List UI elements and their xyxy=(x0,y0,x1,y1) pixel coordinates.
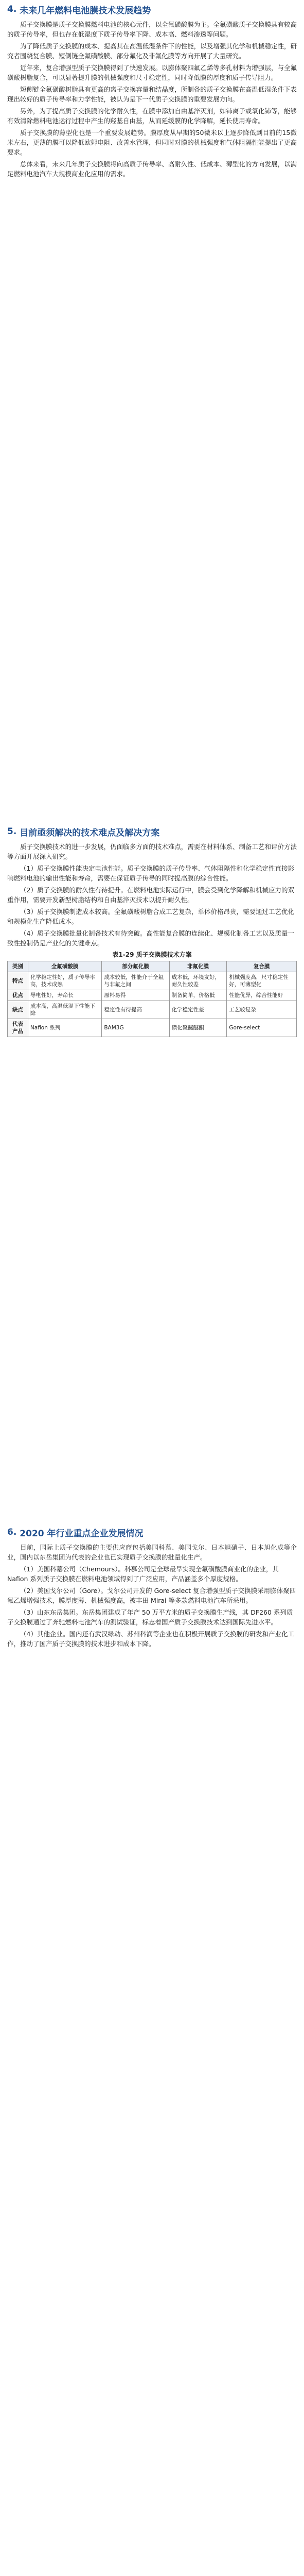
list-item: （2）质子交换膜的耐久性有待提升。在燃料电池实际运行中，膜会受到化学降解和机械应力的双重作用，需要开发新型树脂结构和自由基淬灭技术以提升耐久性。 xyxy=(7,886,294,904)
table-row xyxy=(8,990,297,1001)
list-item: （3）质子交换膜制造成本较高。全氟磺酸树脂合成工艺复杂，单体价格昂贵，需要通过工艺优化和规模化生产降低成本。 xyxy=(7,908,294,925)
table-cell: 化学稳定性好，质子传导率高，技术成熟 xyxy=(28,972,101,990)
paragraph: 为了降低质子交换膜的成本、提高其在高温低湿条件下的性能，以及增强其化学和机械稳定性，研究者围绕复合膜、短侧链全氟磺酸膜、部分氟化及非氟化膜等方向开展了大量研究。 xyxy=(7,42,297,60)
table-cell: 缺点 xyxy=(8,1001,28,1019)
table-cell: 特点 xyxy=(8,972,28,990)
section-4-title: 未来几年燃料电池膜技术发展趋势 xyxy=(20,5,151,16)
tech-table xyxy=(7,961,297,1037)
section-5-number: 5. xyxy=(7,826,17,837)
section-6-number: 6. xyxy=(7,1527,17,1537)
paragraph: 另外，为了提高质子交换膜的化学耐久性，在膜中添加自由基淬灭剂，如铈离子或氧化铈等，能够有效清除燃料电池运行过程中产生的羟基自由基，从而延缓膜的化学降解，延长使用寿命。 xyxy=(7,107,297,125)
table-cell: 成本高，高温低湿下性能下降 xyxy=(28,1001,101,1019)
table-header-cell: 类别 xyxy=(8,961,28,972)
table-header-cell: 非氟化膜 xyxy=(169,961,227,972)
list-item: （4）其他企业。国内还有武汉绿动、苏州科润等企业也在积极开展质子交换膜的研发和产业化工作，推动了国产质子交换膜的技术进步和成本下降。 xyxy=(7,1630,294,1648)
paragraph: 总体来看，未来几年质子交换膜将向高质子传导率、高耐久性、低成本、薄型化的方向发展，以满足燃料电池汽车大规模商业化应用的需求。 xyxy=(7,160,297,178)
section-4-heading xyxy=(7,2,297,16)
paragraph: 质子交换膜技术的进一步发展，仍面临多方面的技术难点，需要在材料体系、制备工艺和评价方法等方面开展深入研究。 xyxy=(7,843,297,860)
section-5-title: 目前亟须解决的技术难点及解决方案 xyxy=(20,827,160,838)
table-header-cell: 部分氟化膜 xyxy=(102,961,169,972)
table-cell: 导电性好，寿命长 xyxy=(28,990,101,1001)
paragraph: 目前，国际上质子交换膜的主要供应商包括美国科慕、美国戈尔、日本旭硝子、日本旭化成等企业，国内以东岳集团为代表的企业也已实现质子交换膜的批量化生产。 xyxy=(7,1544,297,1561)
table-cell: 原料易得 xyxy=(102,990,169,1001)
table-header-cell: 复合膜 xyxy=(227,961,297,972)
list-item: （1）美国科慕公司（Chemours）。科慕公司是全球最早实现全氟磺酸膜商业化的企业，其 Nafion 系列质子交换膜在燃料电池领域得到了广泛应用，产品涵盖多个厚度规格。 xyxy=(7,1565,279,1583)
paragraph: 质子交换膜的薄型化也是一个重要发展趋势。膜厚度从早期的50微米以上逐步降低到目前的15微米左右，更薄的膜可以降低欧姆电阻、改善水管理，但同时对膜的机械强度和气体阻隔性能提出了更高要求。 xyxy=(7,129,297,156)
section-6 xyxy=(7,1525,297,2287)
section-6-heading xyxy=(7,1525,297,1539)
table-cell: 化学稳定性差 xyxy=(169,1001,227,1019)
table-cell: Gore-select xyxy=(227,1019,297,1037)
list-item: （4）质子交换膜批量化制备技术有待突破。高性能复合膜的连续化、规模化制备工艺以及质量一致性控制仍是产业化的关键难点。 xyxy=(7,929,294,947)
list-item: （2）美国戈尔公司（Gore）。戈尔公司开发的 Gore-select 复合增强型质子交换膜采用膨体聚四氟乙烯增强技术，膜厚度薄、机械强度高，被丰田 Mirai 等多款燃料电池汽车所采用。 xyxy=(7,1587,296,1604)
section-5 xyxy=(7,824,297,1432)
table-cell: 成本低，环境友好，耐久性较差 xyxy=(169,972,227,990)
table-row xyxy=(8,972,297,990)
paragraph: 短侧链全氟磺酸树脂具有更高的离子交换容量和结晶度，所制备的质子交换膜在高温低湿条件下表现出较好的质子传导率和力学性能，被认为是下一代质子交换膜的重要发展方向。 xyxy=(7,86,297,103)
table-cell: 性能优异，综合性能好 xyxy=(227,990,297,1001)
section-6-title: 2020 年行业重点企业发展情况 xyxy=(20,1528,144,1539)
table-row xyxy=(8,1019,297,1037)
section-4-number: 4. xyxy=(7,4,17,14)
list-item: （3）山东东岳集团。东岳集团建成了年产 50 万平方米的质子交换膜生产线，其 DF260 系列质子交换膜通过了奔驰燃料电池汽车的测试验证，标志着国产质子交换膜技术达到国际先进水平。 xyxy=(7,1608,293,1626)
table-cell: 制备简单，价格低 xyxy=(169,990,227,1001)
table-cell: 工艺较复杂 xyxy=(227,1001,297,1019)
table-caption: 表1-29 质子交换膜技术方案 xyxy=(112,951,192,958)
table-cell: 稳定性有待提高 xyxy=(102,1001,169,1019)
paragraph: 近年来，复合增强型质子交换膜得到了快速发展。以膨体聚四氟乙烯等多孔材料为增强层，与全氟磺酸树脂复合，可以显著提升膜的机械强度和尺寸稳定性，同时降低膜的厚度和质子传导阻力。 xyxy=(7,64,297,81)
paragraph: 质子交换膜是质子交换膜燃料电池的核心元件，以全氟磺酸膜为主。全氟磺酸质子交换膜具有较高的质子传导率，但也存在低湿度下质子传导率下降、成本高、燃料渗透等问题。 xyxy=(7,21,297,38)
table-header-row xyxy=(8,961,297,972)
section-5-heading xyxy=(7,824,297,839)
table-header-cell: 全氟磺酸膜 xyxy=(28,961,101,972)
table-cell: 机械强度高，尺寸稳定性好，可薄型化 xyxy=(227,972,297,990)
table-cell: 磺化聚醚醚酮 xyxy=(169,1019,227,1037)
section-4 xyxy=(7,2,297,806)
list-item: （1）质子交换膜性能决定电池性能。质子交换膜的质子传导率、气体阻隔性和化学稳定性直接影响燃料电池的输出性能和寿命，需要在保证质子传导的同时提高膜的综合性能。 xyxy=(7,865,294,882)
table-cell: 代表产品 xyxy=(8,1019,28,1037)
table-cell: Nafion 系列 xyxy=(28,1019,101,1037)
table-cell: 成本较低，性能介于全氟与非氟之间 xyxy=(102,972,169,990)
table-cell: 优点 xyxy=(8,990,28,1001)
table-row xyxy=(8,1001,297,1019)
table-cell: BAM3G xyxy=(102,1019,169,1037)
